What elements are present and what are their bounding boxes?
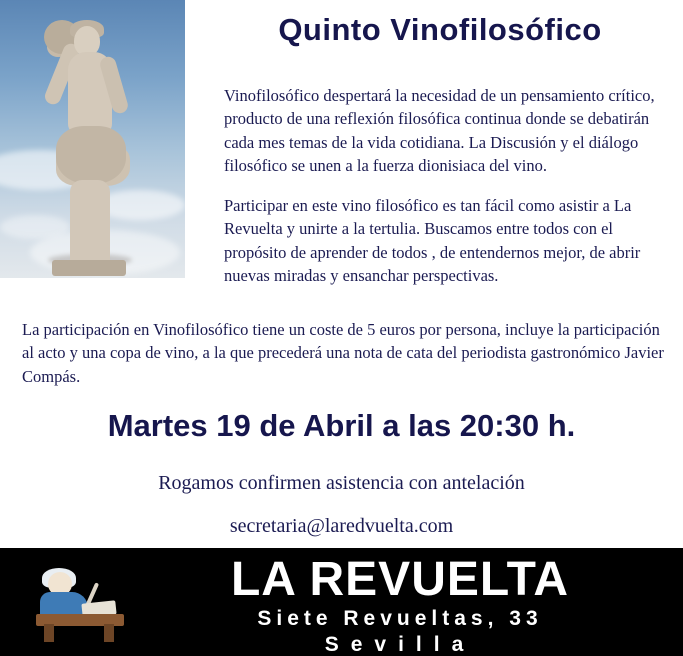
brand-name: LA REVUELTA bbox=[230, 553, 570, 606]
desk-leg bbox=[104, 624, 114, 642]
address-line-2: Sevilla bbox=[324, 632, 476, 656]
intro-paragraphs bbox=[224, 84, 674, 303]
desk-leg bbox=[44, 624, 54, 642]
statue-pedestal bbox=[52, 260, 126, 276]
participation-paragraph: La participación en Vinofilosófico tiene un coste de 5 euros por persona, incluye la participación al acto y una copa de vino, a la que precederá una nota de cata del periodista gastronómico Javier Compás. bbox=[22, 320, 664, 386]
address-line-1: Siete Revueltas, 33 bbox=[257, 606, 543, 630]
statue-figure bbox=[30, 8, 150, 276]
confirmation-request-text: Rogamos confirmen asistencia con antelación bbox=[158, 472, 525, 494]
statue-photo bbox=[0, 0, 185, 278]
fruit-basket bbox=[56, 126, 126, 184]
statue-legs bbox=[70, 180, 110, 266]
footer-text-block bbox=[140, 553, 660, 656]
page-title: Quinto Vinofilosófico bbox=[278, 12, 602, 47]
contact-email[interactable]: secretaria@laredvuelta.com bbox=[229, 515, 454, 537]
poster-top-section bbox=[0, 0, 683, 310]
paragraph-2: Participar en este vino filosófico es tan fácil como asistir a La Revuelta y unirte a la tertulia. Buscamos entre todos con el propósito de aprender de todos , de entendernos mejor, de abrir nuevas miradas y ensanchar perspectivas. bbox=[224, 195, 641, 285]
footer-banner bbox=[0, 548, 683, 656]
paragraph-1: Vinofilosófico despertará la necesidad de un pensamiento crítico, producto de una reflexión filosófica continua donde se debatirán cada mes temas de la vida cotidiana. La Discusión y el diálogo filosófico se unen a la fuerza dionisiaca del vino. bbox=[224, 86, 655, 176]
scribe-at-desk-logo-icon bbox=[30, 562, 130, 644]
event-date-heading: Martes 19 de Abril a las 20:30 h. bbox=[107, 408, 576, 443]
